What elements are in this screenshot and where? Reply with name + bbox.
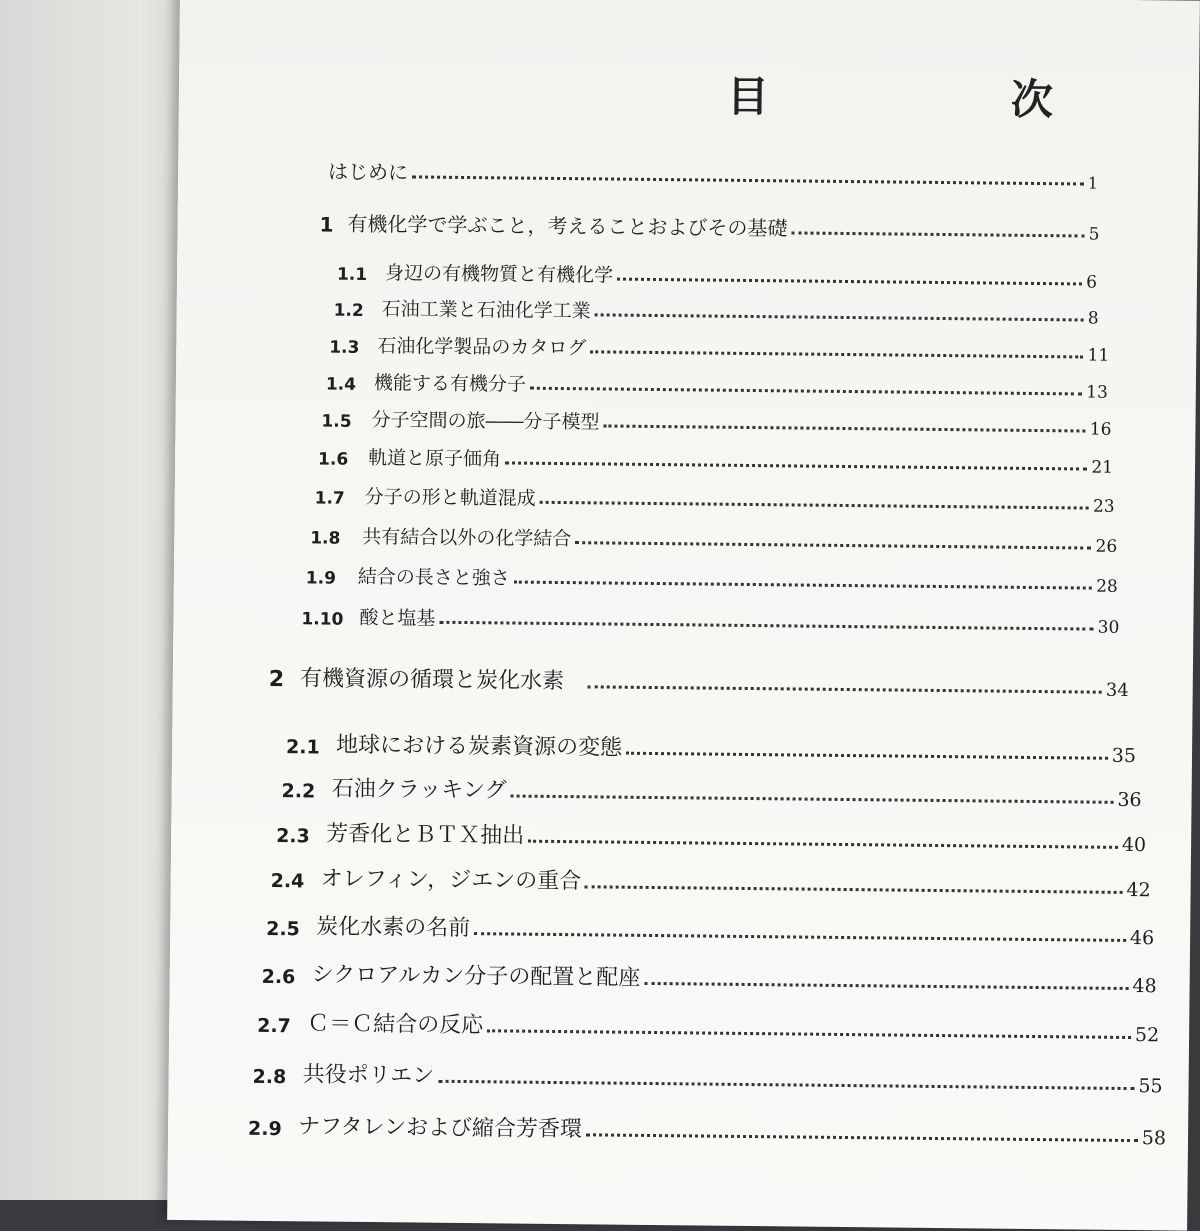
entry-number: 2.1 xyxy=(285,736,320,759)
toc-entry-1-8 xyxy=(310,521,1117,556)
entry-label: 分子の形と軌道混成 xyxy=(364,485,536,510)
toc-entry-2-7 xyxy=(257,1006,1159,1046)
entry-page: 36 xyxy=(1117,788,1142,812)
toc-entry-chapter-1 xyxy=(319,207,1099,244)
dot-leader xyxy=(588,685,1102,693)
toc-entry-2-2 xyxy=(282,771,1142,811)
entry-number: 2.7 xyxy=(257,1014,291,1038)
entry-number: 2.4 xyxy=(270,869,305,893)
entry-label: 有機資源の循環と炭化水素 xyxy=(299,666,565,695)
toc-entry-2-3 xyxy=(276,816,1146,856)
dot-leader xyxy=(595,313,1084,321)
entry-label: 芳香化とＢＴＸ抽出 xyxy=(326,821,525,849)
entry-page: 40 xyxy=(1121,833,1147,857)
entry-label: ナフタレンおよび縮合芳香環 xyxy=(297,1114,583,1143)
dot-leader xyxy=(626,752,1108,760)
dot-leader xyxy=(585,885,1122,894)
entry-number: 1.6 xyxy=(317,449,349,470)
dot-leader xyxy=(505,461,1087,470)
entry-label: オレフィン，ジエンの重合 xyxy=(320,866,582,895)
entry-page: 28 xyxy=(1096,576,1118,597)
entry-number: 1.1 xyxy=(336,264,368,285)
entry-page: 11 xyxy=(1087,345,1110,366)
dot-leader xyxy=(528,840,1118,849)
entry-page: 16 xyxy=(1089,419,1112,440)
toc-page xyxy=(167,0,1200,1231)
entry-number: 2.2 xyxy=(281,780,316,803)
entry-label: シクロアルカン分子の配置と配座 xyxy=(311,962,641,991)
toc-entry-1-1 xyxy=(337,258,1097,293)
toc-entry-1-6 xyxy=(318,442,1113,477)
entry-number: 1.10 xyxy=(301,609,344,630)
entry-page: 13 xyxy=(1086,382,1108,403)
entry-label: 結合の長さと強さ xyxy=(357,565,510,590)
toc-entry-chapter-2 xyxy=(269,661,1129,701)
toc-entry-1-10 xyxy=(301,602,1119,638)
entry-page: 46 xyxy=(1129,927,1155,950)
entry-number: 2.6 xyxy=(261,965,296,989)
entry-page: 52 xyxy=(1134,1024,1160,1047)
entry-label: 軌道と原子価角 xyxy=(367,446,502,471)
entry-number: 2 xyxy=(268,666,285,693)
toc-entry-2-9 xyxy=(248,1109,1166,1150)
entry-page: 26 xyxy=(1095,536,1118,557)
dot-leader xyxy=(791,231,1084,237)
entry-label: 地球における炭素資源の変態 xyxy=(335,732,623,761)
entry-label: 機能する有機分子 xyxy=(373,372,527,396)
entry-label: 分子空間の旅――分子模型 xyxy=(371,409,600,434)
entry-page: 34 xyxy=(1105,679,1129,701)
entry-label: 共有結合以外の化学結合 xyxy=(362,525,572,551)
toc-entry-1-5 xyxy=(321,405,1111,440)
toc-entry-1-2 xyxy=(334,294,1099,329)
toc-entry-1-3 xyxy=(329,331,1109,366)
entry-page: 42 xyxy=(1126,878,1151,902)
toc-entry-2-1 xyxy=(286,727,1136,767)
toc-entry-1-4 xyxy=(326,368,1108,403)
dot-leader xyxy=(617,278,1082,286)
entry-page: 21 xyxy=(1091,457,1114,478)
entry-label: 共役ポリエン xyxy=(302,1062,435,1089)
entry-number: 1.5 xyxy=(321,411,352,432)
entry-number: 2.9 xyxy=(247,1117,282,1141)
entry-label: 酸と塩基 xyxy=(359,606,436,630)
page-title: 目 次 xyxy=(726,71,1154,126)
entry-number: 1 xyxy=(319,212,334,237)
entry-number: 2.5 xyxy=(266,917,300,941)
entry-page: 8 xyxy=(1087,308,1099,329)
entry-number: 1.9 xyxy=(305,568,337,589)
entry-number: 1.4 xyxy=(325,374,357,395)
dot-leader xyxy=(412,175,1084,185)
entry-label: 炭化水素の名前 xyxy=(316,914,471,942)
dot-leader xyxy=(438,1080,1134,1090)
entry-page: 30 xyxy=(1097,617,1120,638)
entry-number: 1.2 xyxy=(333,300,364,321)
dot-leader xyxy=(590,350,1083,358)
dot-leader xyxy=(540,501,1089,510)
entry-number: 1.3 xyxy=(329,337,360,358)
entry-page: 35 xyxy=(1111,744,1137,768)
entry-page: 23 xyxy=(1092,496,1115,517)
dot-leader xyxy=(439,621,1093,631)
entry-label: 石油化学製品のカタログ xyxy=(377,335,587,360)
toc-entry-1-7 xyxy=(315,481,1115,516)
entry-number: 2.8 xyxy=(252,1065,287,1089)
entry-page: 55 xyxy=(1138,1075,1163,1098)
toc-entry-2-6 xyxy=(262,957,1157,997)
dot-leader xyxy=(474,932,1126,942)
toc-entry-intro xyxy=(328,156,1098,193)
entry-number: 1.7 xyxy=(314,488,345,509)
entry-label: 石油工業と石油化学工業 xyxy=(381,298,591,323)
entry-page: 48 xyxy=(1132,975,1157,998)
toc-entry-1-9 xyxy=(306,561,1118,597)
entry-label: 身辺の有機物質と有機化学 xyxy=(384,262,614,287)
entry-page: 58 xyxy=(1141,1127,1167,1150)
entry-number: 2.3 xyxy=(276,825,310,848)
dot-leader xyxy=(586,1133,1138,1142)
entry-label: 有機化学で学ぶこと，考えることおよびその基礎 xyxy=(347,211,788,241)
dot-leader xyxy=(530,387,1082,396)
dot-leader xyxy=(644,982,1128,990)
entry-label: 石油クラッキング xyxy=(331,776,507,804)
toc-entry-2-5 xyxy=(266,909,1154,949)
entry-page: 6 xyxy=(1086,272,1098,293)
dot-leader xyxy=(487,1029,1131,1039)
toc-entry-2-8 xyxy=(253,1057,1163,1098)
entry-page: 5 xyxy=(1088,224,1100,245)
dot-leader xyxy=(603,424,1085,432)
toc-entry-2-4 xyxy=(271,861,1151,901)
entry-label: Ｃ＝Ｃ結合の反応 xyxy=(307,1011,484,1039)
entry-number: 1.8 xyxy=(310,528,341,549)
dot-leader xyxy=(514,581,1092,590)
entry-label: はじめに xyxy=(327,159,409,185)
dot-leader xyxy=(510,795,1113,804)
entry-page: 1 xyxy=(1087,173,1099,193)
dot-leader xyxy=(575,541,1091,549)
